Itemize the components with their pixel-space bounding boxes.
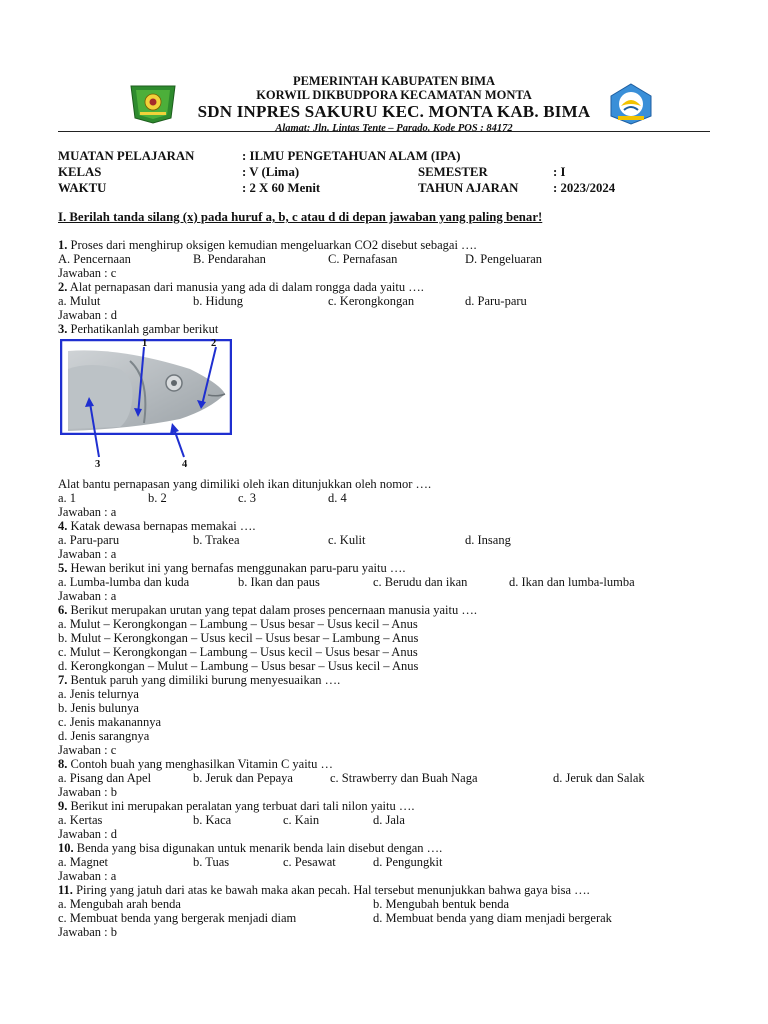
option-b: b. Ikan dan paus [238, 575, 320, 589]
answer: Jawaban : a [58, 589, 117, 603]
answer: Jawaban : b [58, 785, 118, 799]
option-a: a. Kertas [58, 813, 103, 827]
time-value: : 2 X 60 Menit [242, 181, 321, 195]
question-text: Berikut merupakan urutan yang tepat dalam proses pencernaan manusia yaitu …. [67, 603, 477, 617]
year-label: TAHUN AJARAN [418, 181, 519, 195]
option-b: b. Trakea [193, 533, 240, 547]
option-d: d. Membuat benda yang diam menjadi bergerak [373, 911, 612, 925]
question-2 [58, 280, 424, 294]
option-c: c. Berudu dan ikan [373, 575, 468, 589]
question-number: 3. [58, 322, 68, 336]
diagram-label-4: 4 [182, 459, 188, 470]
option-d: d. Pengungkit [373, 855, 443, 869]
option-b: b. 2 [148, 491, 167, 505]
option-b: b. Kaca [193, 813, 232, 827]
option-d: d. Jenis sarangnya [58, 729, 150, 743]
question-11 [58, 883, 590, 897]
option-b: b. Jenis bulunya [58, 701, 139, 715]
question-text: Perhatikanlah gambar berikut [67, 322, 219, 336]
government-name: PEMERINTAH KABUPATEN BIMA [292, 74, 496, 88]
option-c: c. Membuat benda yang bergerak menjadi diam [58, 911, 297, 925]
answer: Jawaban : a [58, 869, 117, 883]
section-instruction: I. Berilah tanda silang (x) pada huruf a, b, c atau d di depan jawaban yang paling benar! [58, 210, 543, 224]
school-address: Alamat: Jln. Lintas Tente – Parado. Kode POS : 84172 [275, 123, 513, 134]
answer: Jawaban : d [58, 308, 118, 322]
question-7 [58, 673, 340, 687]
option-b: b. Mulut – Kerongkongan – Usus kecil – Usus besar – Lambung – Anus [58, 631, 419, 645]
question-number: 5. [58, 561, 68, 575]
class-value: : V (Lima) [242, 165, 300, 179]
option-a: a. Mengubah arah benda [58, 897, 181, 911]
question-6 [58, 603, 477, 617]
option-a: A. Pencernaan [58, 252, 131, 266]
option-c: c. Strawberry dan Buah Naga [330, 771, 478, 785]
tut-wuri-handayani-logo-icon [608, 82, 654, 126]
question-number: 7. [58, 673, 68, 687]
answer: Jawaban : c [58, 743, 117, 757]
question-5 [58, 561, 405, 575]
option-a: a. Mulut – Kerongkongan – Lambung – Usus besar – Usus kecil – Anus [58, 617, 418, 631]
question-8 [58, 757, 333, 771]
option-d: d. Jala [373, 813, 405, 827]
question-3 [58, 322, 218, 336]
question-text: Hewan berikut ini yang bernafas menggunakan paru-paru yaitu …. [67, 561, 406, 575]
question-text: Alat pernapasan dari manusia yang ada di dalam rongga dada yaitu …. [67, 280, 424, 294]
answer: Jawaban : a [58, 505, 117, 519]
option-d: d. Insang [465, 533, 511, 547]
question-text: Bentuk paruh yang dimiliki burung menyesuaikan …. [67, 673, 341, 687]
letterhead [180, 74, 608, 136]
question-text: Piring yang jatuh dari atas ke bawah maka akan pecah. Hal tersebut menunjukkan bahwa gaya bisa …. [72, 883, 590, 897]
option-b: B. Pendarahan [193, 252, 266, 266]
option-d: d. 4 [328, 491, 347, 505]
question-number: 6. [58, 603, 68, 617]
option-d: D. Pengeluaran [465, 252, 543, 266]
option-b: b. Hidung [193, 294, 243, 308]
question-number: 4. [58, 519, 68, 533]
answer: Jawaban : d [58, 827, 118, 841]
option-c: c. Kerongkongan [328, 294, 415, 308]
option-a: a. Jenis telurnya [58, 687, 139, 701]
question-text: Berikut ini merupakan peralatan yang terbuat dari tali nilon yaitu …. [67, 799, 415, 813]
question-9 [58, 799, 415, 813]
question-10 [58, 841, 442, 855]
option-a: a. Lumba-lumba dan kuda [58, 575, 190, 589]
semester-label: SEMESTER [418, 165, 488, 179]
option-b: b. Mengubah bentuk benda [373, 897, 510, 911]
question-number: 11. [58, 883, 73, 897]
option-c: c. Mulut – Kerongkongan – Lambung – Usus kecil – Usus besar – Anus [58, 645, 418, 659]
question-text: Proses dari menghirup oksigen kemudian mengeluarkan CO2 disebut sebagai …. [67, 238, 477, 252]
question-number: 9. [58, 799, 68, 813]
class-label: KELAS [58, 165, 102, 179]
option-a: a. Mulut [58, 294, 101, 308]
time-label: WAKTU [58, 181, 107, 195]
question-text: Benda yang bisa digunakan untuk menarik benda lain disebut dengan …. [73, 841, 443, 855]
answer: Jawaban : a [58, 547, 117, 561]
option-c: c. Jenis makanannya [58, 715, 162, 729]
option-a: a. Pisang dan Apel [58, 771, 152, 785]
school-name: SDN INPRES SAKURU KEC. MONTA KAB. BIMA [197, 102, 591, 121]
bima-regency-emblem-icon [128, 82, 178, 124]
year-value: : 2023/2024 [553, 181, 616, 195]
question-text-continued: Alat bantu pernapasan yang dimiliki oleh ikan ditunjukkan oleh nomor …. [58, 477, 432, 491]
option-d: d. Paru-paru [465, 294, 527, 308]
question-1 [58, 238, 477, 252]
question-text: Katak dewasa bernapas memakai …. [67, 519, 256, 533]
subject-value: : ILMU PENGETAHUAN ALAM (IPA) [242, 149, 461, 163]
question-number: 8. [58, 757, 68, 771]
diagram-label-2: 2 [211, 338, 217, 349]
option-c: c. 3 [238, 491, 257, 505]
answer: Jawaban : b [58, 925, 118, 939]
option-d: d. Ikan dan lumba-lumba [509, 575, 635, 589]
option-b: b. Tuas [193, 855, 230, 869]
option-c: c. Kulit [328, 533, 366, 547]
option-a: a. 1 [58, 491, 77, 505]
option-d: d. Jeruk dan Salak [553, 771, 645, 785]
question-number: 10. [58, 841, 74, 855]
option-c: C. Pernafasan [328, 252, 398, 266]
question-text: Contoh buah yang menghasilkan Vitamin C yaitu … [67, 757, 334, 771]
answer: Jawaban : c [58, 266, 117, 280]
diagram-label-3: 3 [95, 459, 101, 470]
semester-value: : I [553, 165, 566, 179]
question-number: 1. [58, 238, 68, 252]
question-4 [58, 519, 256, 533]
option-a: a. Paru-paru [58, 533, 120, 547]
option-d: d. Kerongkongan – Mulut – Lambung – Usus besar – Usus kecil – Anus [58, 659, 419, 673]
option-c: c. Kain [283, 813, 320, 827]
diagram-arrows-3-4 [84, 395, 204, 459]
diagram-label-1: 1 [142, 338, 148, 349]
option-c: c. Pesawat [283, 855, 336, 869]
district-office-name: KORWIL DIKBUDPORA KECAMATAN MONTA [256, 88, 532, 102]
header-divider [58, 131, 710, 132]
subject-label: MUATAN PELAJARAN [58, 149, 195, 163]
question-number: 2. [58, 280, 68, 294]
option-b: b. Jeruk dan Pepaya [193, 771, 293, 785]
option-a: a. Magnet [58, 855, 108, 869]
